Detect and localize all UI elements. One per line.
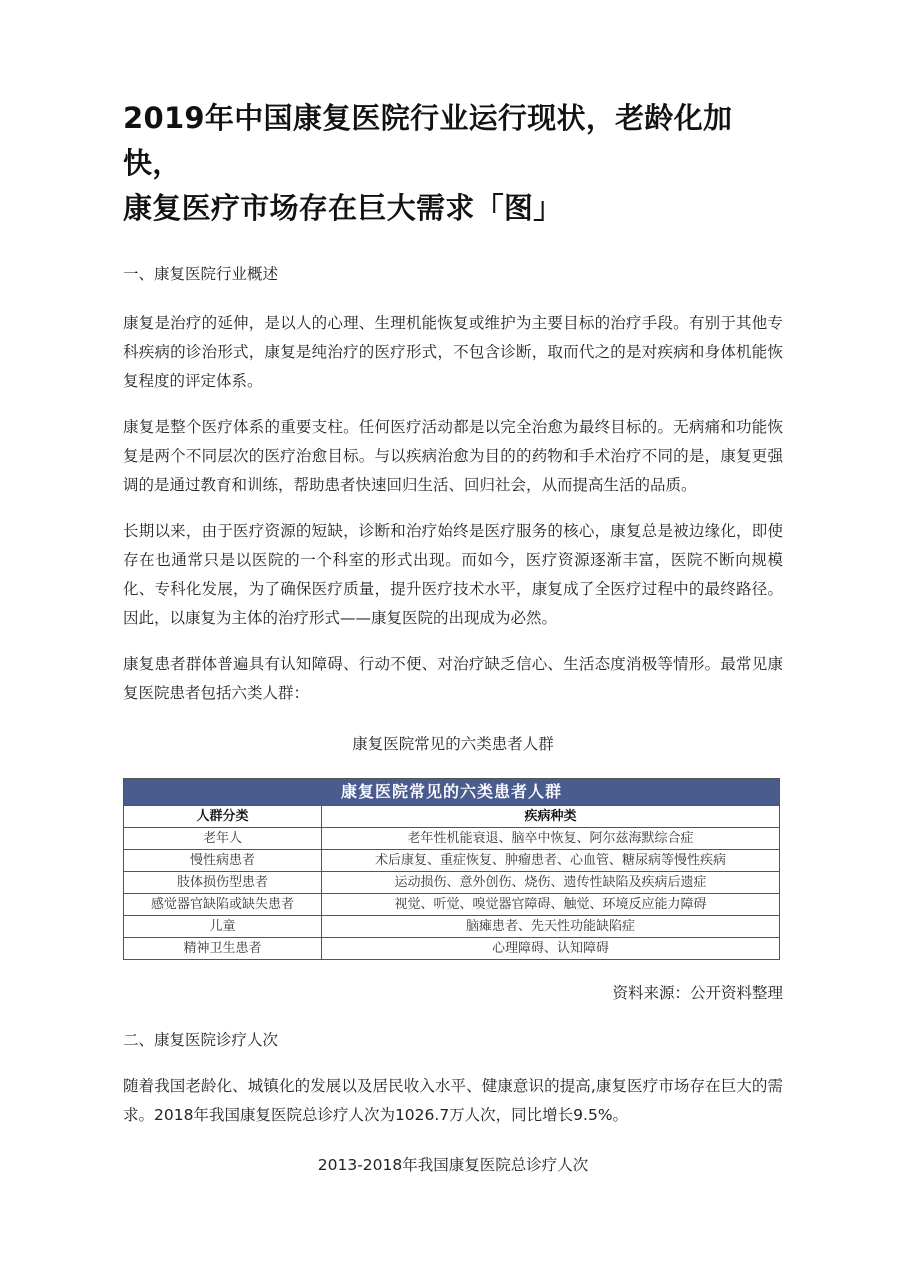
cell-disease: 脑瘫患者、先天性功能缺陷症 bbox=[322, 916, 780, 938]
table-row bbox=[124, 828, 780, 850]
cell-group: 儿童 bbox=[124, 916, 322, 938]
table-row bbox=[124, 938, 780, 960]
cell-disease: 老年性机能衰退、脑卒中恢复、阿尔兹海默综合症 bbox=[322, 828, 780, 850]
cell-group: 感觉器官缺陷或缺失患者 bbox=[124, 894, 322, 916]
paragraph-3: 长期以来，由于医疗资源的短缺，诊断和治疗始终是医疗服务的核心，康复总是被边缘化，即使存在也通常只是以医院的一个科室的形式出现。而如今，医疗资源逐渐丰富，医院不断向规模化、专科化发展，为了确保医疗质量，提升医疗技术水平，康复成了全医疗过程中的最终路径。因此，以康复为主体的治疗形式——康复医院的出现成为必然。 bbox=[123, 522, 783, 627]
table-row bbox=[124, 872, 780, 894]
section-2-heading: 二、康复医院诊疗人次 bbox=[123, 1031, 279, 1049]
column-header-group: 人群分类 bbox=[124, 806, 322, 828]
table-banner: 康复医院常见的六类患者人群 bbox=[124, 779, 780, 806]
paragraph-4: 康复患者群体普遍具有认知障碍、行动不便、对治疗缺乏信心、生活态度消极等情形。最常见康复医院患者包括六类人群： bbox=[123, 655, 783, 702]
chart-caption: 2013-2018年我国康复医院总诊疗人次 bbox=[317, 1156, 589, 1174]
patient-groups-table bbox=[123, 778, 780, 960]
section-1-heading: 一、康复医院行业概述 bbox=[123, 265, 279, 283]
table-banner-row bbox=[124, 779, 780, 806]
cell-group: 慢性病患者 bbox=[124, 850, 322, 872]
column-header-disease: 疾病种类 bbox=[322, 806, 780, 828]
cell-group: 老年人 bbox=[124, 828, 322, 850]
title-line-2: 康复医疗市场存在巨大需求「图」 bbox=[123, 191, 563, 225]
table-row bbox=[124, 850, 780, 872]
cell-disease: 心理障碍、认知障碍 bbox=[322, 938, 780, 960]
table-row bbox=[124, 916, 780, 938]
cell-disease: 视觉、听觉、嗅觉器官障碍、触觉、环境反应能力障碍 bbox=[322, 894, 780, 916]
table-caption: 康复医院常见的六类患者人群 bbox=[352, 735, 554, 753]
cell-group: 肢体损伤型患者 bbox=[124, 872, 322, 894]
title-line-1: 2019年中国康复医院行业运行现状，老龄化加快， bbox=[123, 101, 733, 180]
paragraph-2: 康复是整个医疗体系的重要支柱。任何医疗活动都是以完全治愈为最终目标的。无病痛和功能恢复是两个不同层次的医疗治愈目标。与以疾病治愈为目的的药物和手术治疗不同的是，康复更强调的是通过教育和训练，帮助患者快速回归生活、回归社会，从而提高生活的品质。 bbox=[123, 418, 783, 494]
document-page bbox=[123, 96, 783, 1177]
paragraph-5: 随着我国老龄化、城镇化的发展以及居民收入水平、健康意识的提高,康复医疗市场存在巨大的需求。2018年我国康复医院总诊疗人次为1026.7万人次，同比增长9.5%。 bbox=[123, 1077, 783, 1124]
table-header-row bbox=[124, 806, 780, 828]
paragraph-1: 康复是治疗的延伸，是以人的心理、生理机能恢复或维护为主要目标的治疗手段。有别于其他专科疾病的诊治形式，康复是纯治疗的医疗形式，不包含诊断，取而代之的是对疾病和身体机能恢复程度的评定体系。 bbox=[123, 314, 783, 390]
cell-disease: 术后康复、重症恢复、肿瘤患者、心血管、糖尿病等慢性疾病 bbox=[322, 850, 780, 872]
table-row bbox=[124, 894, 780, 916]
cell-disease: 运动损伤、意外创伤、烧伤、遗传性缺陷及疾病后遗症 bbox=[322, 872, 780, 894]
document-title bbox=[123, 96, 783, 231]
cell-group: 精神卫生患者 bbox=[124, 938, 322, 960]
source-note: 资料来源：公开资料整理 bbox=[612, 984, 783, 1002]
